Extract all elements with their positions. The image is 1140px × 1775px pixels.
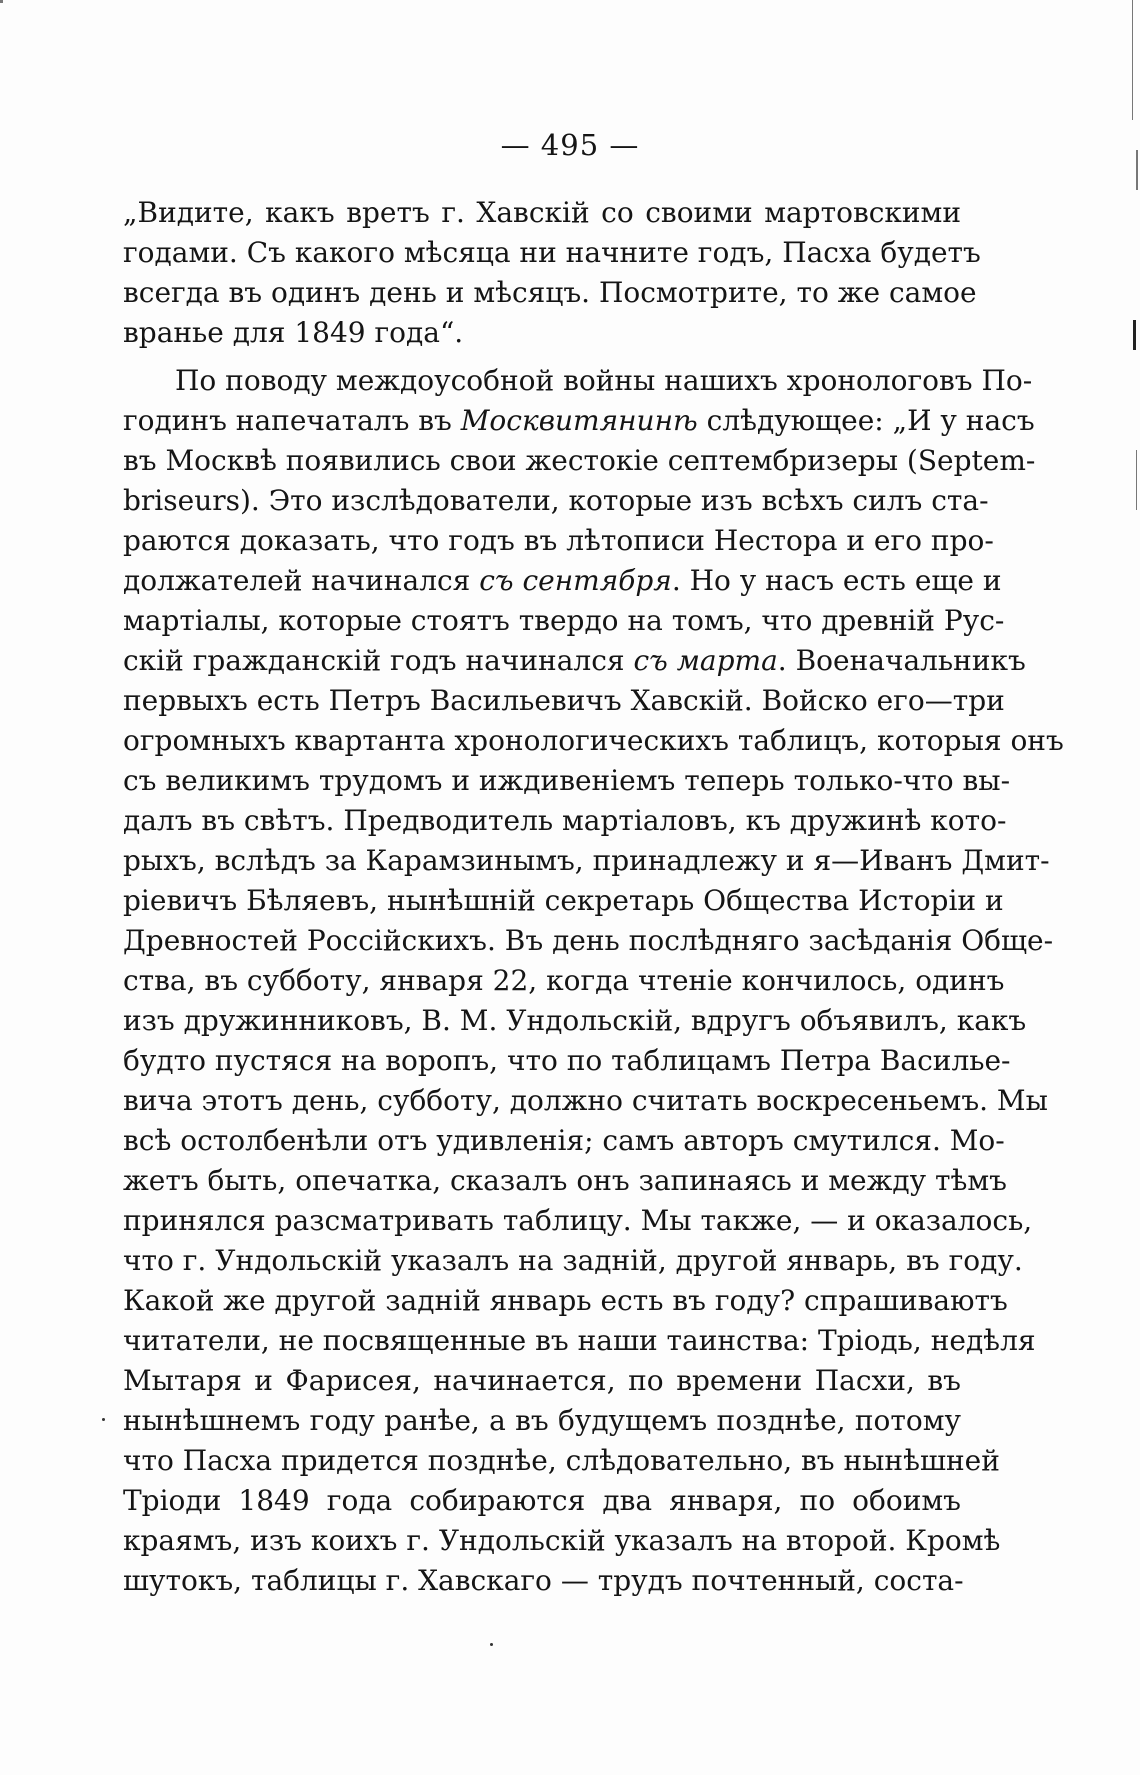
text-line: всѣ остолбенѣли отъ удивленія; самъ авторъ смутился. Мо- — [123, 1124, 1005, 1157]
text-line: ріевичъ Бѣляевъ, нынѣшній секретарь Общества Исторіи и — [123, 884, 1004, 917]
scan-edge-mark — [1133, 320, 1136, 350]
text-line: всегда въ одинъ день и мѣсяцъ. Посмотрите, то же самое — [123, 276, 977, 309]
text-line: Какой же другой задній январь есть въ году? спрашиваютъ — [123, 1284, 1008, 1317]
text-line: скій гражданскій годъ начинался съ марта. Военачальникъ — [123, 644, 1026, 677]
page-text — [123, 193, 1064, 1601]
text-line: огромныхъ квартанта хронологическихъ таблицъ, которыя онъ — [123, 724, 1064, 757]
scan-speck — [102, 1418, 105, 1421]
text-line: годами. Съ какого мѣсяца ни начните годъ, Пасха будетъ — [123, 236, 981, 269]
page-number: — 495 — — [500, 128, 640, 162]
text-line: что г. Ундольскій указалъ на задній, другой январь, въ году. — [123, 1244, 1023, 1277]
text-line: жетъ быть, опечатка, сказалъ онъ запинаясь и между тѣмъ — [123, 1164, 1007, 1197]
text-line: мартіалы, которые стоятъ твердо на томъ, что древній Рус- — [123, 604, 1005, 637]
text-line: годинъ напечаталъ въ Москвитянинѣ слѣдующее: „И у насъ — [123, 404, 1035, 437]
text-line: краямъ, изъ коихъ г. Ундольскій указалъ на второй. Кромѣ — [123, 1524, 1001, 1557]
text-line: Мытаря и Фарисея, начинается, по времени Пасхи, въ — [123, 1364, 961, 1397]
text-line: что Пасха придется позднѣе, слѣдовательно, въ нынѣшней — [123, 1444, 1000, 1477]
text-line: изъ дружинниковъ, В. М. Ундольскій, вдругъ объявилъ, какъ — [123, 1004, 1027, 1037]
scan-edge-mark — [0, 0, 3, 3]
text-line: будто пустяся на воропъ, что по таблицамъ Петра Василье- — [123, 1044, 1011, 1077]
text-line: вранье для 1849 года“. — [123, 316, 464, 349]
paragraph — [123, 361, 1064, 1601]
scan-edge-mark — [1136, 450, 1137, 510]
text-line: первыхъ есть Петръ Васильевичъ Хавскій. Войско его—три — [123, 684, 1005, 717]
text-line: Тріоди 1849 года собираются два января, по обоимъ — [123, 1484, 961, 1517]
text-line: должателей начинался съ сентября. Но у насъ есть еще и — [123, 564, 1002, 597]
italic-phrase: съ сентября — [479, 564, 672, 597]
text-line: „Видите, какъ вретъ г. Хавскій со своими мартовскими — [123, 196, 961, 229]
text-line: въ Москвѣ появились свои жестокіе септембризеры (Septem- — [123, 444, 1036, 477]
text-line: вича этотъ день, субботу, должно считать воскресеньемъ. Мы — [123, 1084, 1048, 1117]
text-line: раются доказать, что годъ въ лѣтописи Нестора и его про- — [123, 524, 994, 557]
text-line: принялся разсматривать таблицу. Мы также, — и оказалось, — [123, 1204, 1033, 1237]
italic-phrase: Москвитянинѣ — [460, 404, 698, 437]
text-line: По поводу междоусобной войны нашихъ хронологовъ По- — [175, 364, 1033, 397]
text-line: нынѣшнемъ году ранѣе, а въ будущемъ позднѣе, потому — [123, 1404, 961, 1437]
paragraph — [123, 193, 981, 353]
text-line: briseurs). Это изслѣдователи, которые изъ всѣхъ силъ ста- — [123, 484, 989, 517]
scan-speck — [490, 1643, 493, 1646]
text-line: съ великимъ трудомъ и иждивеніемъ теперь только-что вы- — [123, 764, 1011, 797]
italic-phrase: съ марта — [633, 644, 778, 677]
text-line: далъ въ свѣтъ. Предводитель мартіаловъ, къ дружинѣ кото- — [123, 804, 1007, 837]
scan-edge-mark — [1132, 0, 1133, 120]
text-line: рыхъ, вслѣдъ за Карамзинымъ, принадлежу и я—Иванъ Дмит- — [123, 844, 1050, 877]
text-line: читатели, не посвященные въ наши таинства: Тріодь, недѣля — [123, 1324, 1036, 1357]
text-line: ства, въ субботу, января 22, когда чтеніе кончилось, одинъ — [123, 964, 1005, 997]
text-line: Древностей Россійскихъ. Въ день послѣдняго засѣданія Обще- — [123, 924, 1054, 957]
text-line: шутокъ, таблицы г. Хавскаго — трудъ почтенный, соста- — [123, 1564, 964, 1597]
